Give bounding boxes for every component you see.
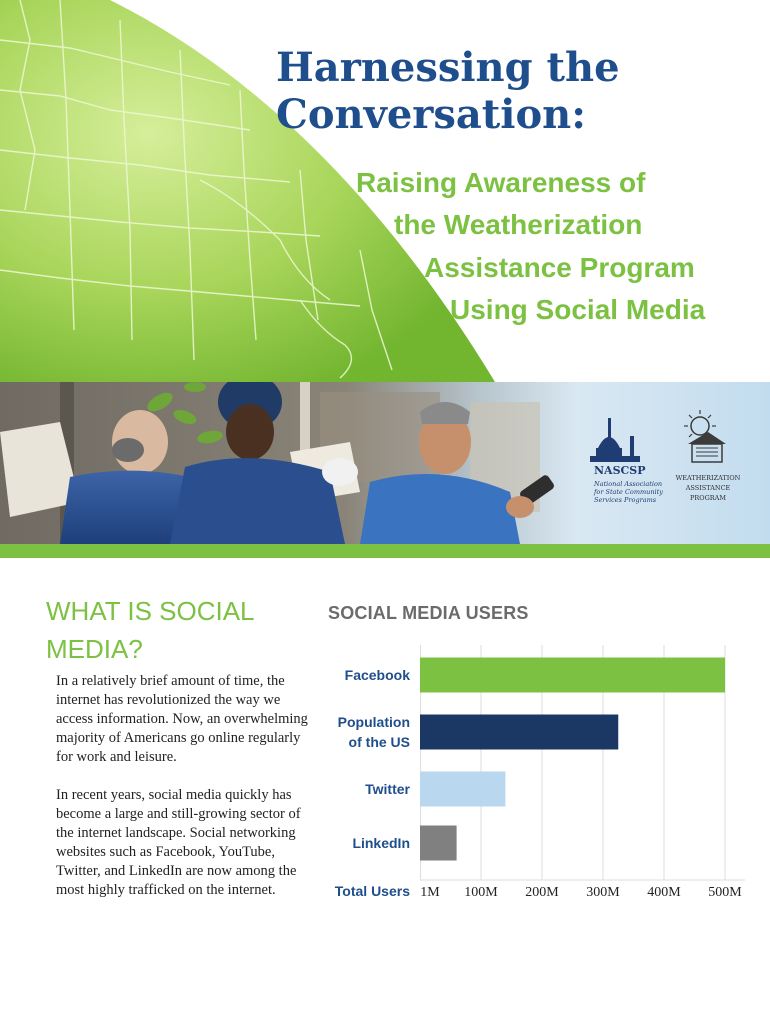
title-line-2: Conversation: [276,91,586,138]
social-media-paragraph: In recent years, social media quickly has become a large and still-growing sector of the internet landscape. Social networking websites such as Facebook, YouTube, Twitter, and LinkedIn are now among the most highly trafficked on the internet. [56,787,301,898]
category-label: Twitter [365,781,410,797]
hero-banner [0,0,770,382]
nascsp-line-1: National Association [594,480,663,488]
title-line-1: Harnessing the [276,44,620,91]
category-label: Facebook [344,667,410,683]
subtitle-line-1: Raising Awareness of [356,167,646,198]
wap-line-1: WEATHERIZATION [675,474,741,482]
bar-population-of-the-us [420,715,618,750]
x-tick-label: 100M [464,885,498,900]
category-label: Population [337,714,410,730]
bar-facebook [420,658,725,693]
x-tick-label: 200M [525,885,559,900]
x-tick-label: 400M [647,885,681,900]
bar-twitter [420,772,505,807]
bar-linkedin [420,826,457,861]
section-heading-line-1: WHAT IS SOCIAL [46,596,255,626]
page-title [276,44,620,138]
category-label: LinkedIn [352,835,410,851]
wap-line-3: PROGRAM [689,494,727,502]
workers-photo-illustration [0,382,770,544]
x-tick-label: 500M [708,885,742,900]
wap-line-2: ASSISTANCE [685,484,731,492]
intro-paragraph: In a relatively brief amount of time, the internet has revolutionized the way we access information. Now, an overwhelming majority of Americans go online regularly for work and leisure. [56,673,308,765]
nascsp-acronym: NASCSP [594,464,646,477]
social-media-users-chart [320,640,760,910]
section-heading [46,592,306,668]
nascsp-line-3: Services Programs [594,496,657,504]
workers-photo [0,382,770,544]
subtitle-line-4: Using Social Media [450,294,706,325]
x-axis-label: Total Users [334,883,410,899]
x-tick-label: 1M [420,885,440,900]
chart-title: SOCIAL MEDIA USERS [328,603,529,623]
nascsp-line-2: for State Community [594,488,663,496]
subtitle-line-2: the Weatherization [394,209,643,240]
x-tick-label: 300M [586,885,620,900]
subtitle-line-3: Assistance Program [424,252,695,283]
category-label: of the US [348,734,410,750]
green-divider-band [0,544,770,558]
section-heading-line-2: MEDIA? [46,634,143,664]
